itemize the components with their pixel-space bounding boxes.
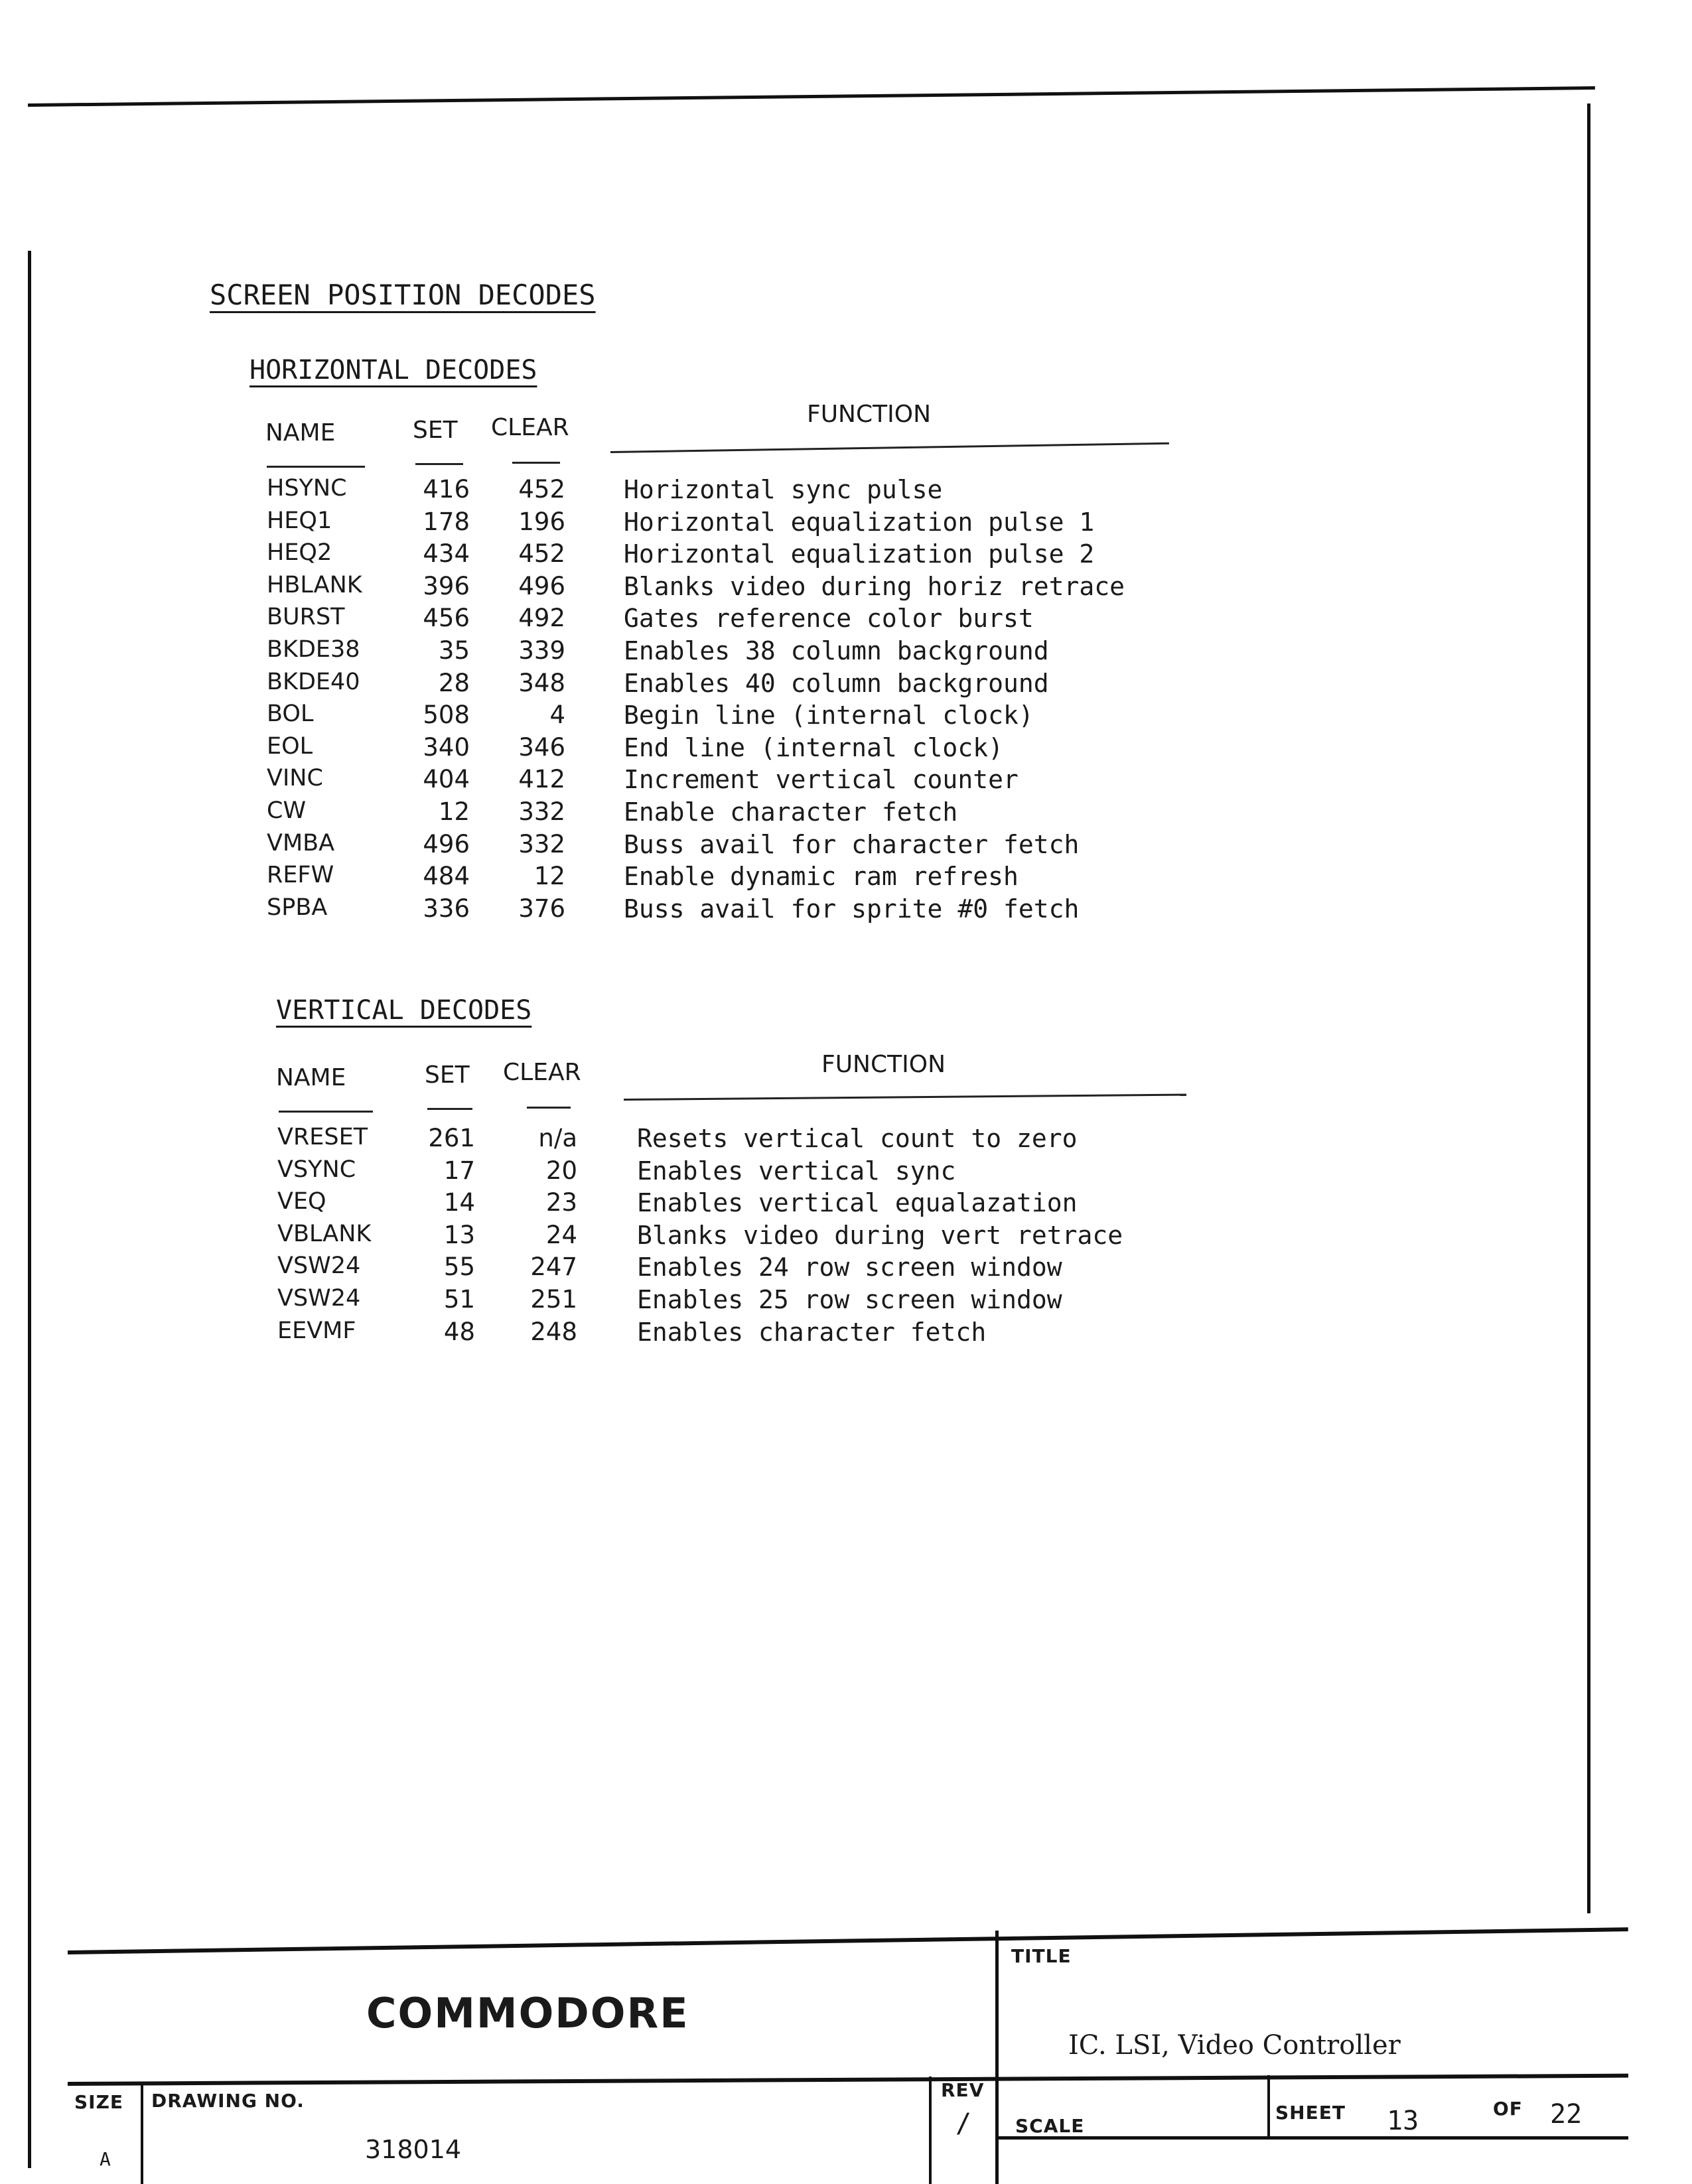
table-row xyxy=(0,862,1327,894)
decode-name: VSW24 xyxy=(277,1285,361,1312)
v-col-clear: CLEAR xyxy=(503,1059,581,1086)
section-title: SCREEN POSITION DECODES xyxy=(210,279,596,311)
decode-clear: 23 xyxy=(545,1188,577,1217)
company-logo: COMMODORE xyxy=(366,1989,689,2037)
table-row xyxy=(0,1253,1327,1285)
decode-clear: 196 xyxy=(518,507,565,536)
of-label: OF xyxy=(1493,2098,1523,2120)
v-col-set: SET xyxy=(425,1061,470,1089)
decode-clear: 346 xyxy=(518,732,565,762)
decode-set: 28 xyxy=(438,668,470,697)
sheet-value: 13 xyxy=(1387,2106,1419,2136)
table-row xyxy=(0,1285,1327,1318)
title-block-top-rule xyxy=(68,1927,1628,1954)
decode-function: Buss avail for character fetch xyxy=(624,829,1080,859)
decode-set: 17 xyxy=(443,1156,475,1185)
decode-clear: 4 xyxy=(549,701,565,730)
decode-name: BOL xyxy=(267,701,314,728)
decode-clear: 332 xyxy=(518,797,565,826)
decode-set: 456 xyxy=(423,604,470,633)
decode-set: 35 xyxy=(438,636,470,665)
decode-name: VSYNC xyxy=(277,1156,356,1183)
h-col-function: FUNCTION xyxy=(807,401,931,428)
decode-function: Enable dynamic ram refresh xyxy=(624,862,1019,892)
size-value: A xyxy=(100,2148,111,2170)
h-col-clear: CLEAR xyxy=(491,414,569,441)
h-function-rule xyxy=(610,443,1169,453)
v-col-name: NAME xyxy=(276,1064,346,1091)
decode-set: 508 xyxy=(423,701,470,730)
decode-set: 340 xyxy=(423,732,470,762)
decode-function: Resets vertical count to zero xyxy=(637,1124,1078,1153)
of-value: 22 xyxy=(1550,2099,1583,2130)
decode-name: HBLANK xyxy=(267,571,362,598)
decode-function: Enables character fetch xyxy=(637,1317,987,1347)
decode-function: Enables 24 row screen window xyxy=(637,1253,1062,1282)
decode-function: Blanks video during horiz retrace xyxy=(624,571,1125,601)
decode-set: 261 xyxy=(428,1124,475,1152)
decode-clear: 20 xyxy=(545,1156,577,1185)
decode-clear: 412 xyxy=(518,765,565,794)
table-row xyxy=(0,1124,1327,1156)
table-row xyxy=(0,830,1327,862)
decode-name: BKDE38 xyxy=(267,636,360,663)
decode-function: Gates reference color burst xyxy=(624,604,1034,634)
decode-set: 336 xyxy=(423,894,470,923)
decode-clear: 492 xyxy=(518,604,565,633)
decode-set: 416 xyxy=(423,475,470,504)
decode-name: VINC xyxy=(267,765,323,792)
table-row xyxy=(0,508,1327,540)
decode-function: Horizontal equalization pulse 2 xyxy=(624,539,1095,569)
v-clear-rule xyxy=(527,1107,571,1109)
decode-set: 178 xyxy=(423,507,470,536)
v-function-rule xyxy=(624,1094,1186,1101)
decode-name: VBLANK xyxy=(277,1220,372,1247)
scale-label: SCALE xyxy=(1015,2115,1085,2137)
sheet-border-right xyxy=(1587,103,1590,1913)
h-col-set: SET xyxy=(413,417,458,444)
decode-clear: 339 xyxy=(518,636,565,665)
sheet-border-top xyxy=(28,86,1595,107)
decode-clear: 12 xyxy=(533,862,565,891)
decode-function: Enables vertical sync xyxy=(637,1156,956,1186)
decode-function: Enables vertical equalazation xyxy=(637,1188,1078,1218)
decode-clear: n/a xyxy=(538,1124,577,1152)
decode-name: HSYNC xyxy=(267,475,347,502)
table-row xyxy=(0,701,1327,733)
table-row xyxy=(0,1221,1327,1253)
h-clear-rule xyxy=(512,462,560,464)
size-label: SIZE xyxy=(74,2091,124,2113)
decode-function: Enable character fetch xyxy=(624,797,958,827)
table-row xyxy=(0,894,1327,927)
vertical-heading: VERTICAL DECODES xyxy=(276,995,532,1026)
decode-name: VEQ xyxy=(277,1188,326,1215)
rev-divider-left xyxy=(929,2077,932,2184)
h-set-rule xyxy=(415,463,463,465)
table-row xyxy=(0,636,1327,669)
table-row xyxy=(0,1156,1327,1189)
decode-clear: 452 xyxy=(518,475,565,504)
v-name-rule xyxy=(279,1111,373,1113)
table-row xyxy=(0,539,1327,572)
decode-name: EOL xyxy=(267,732,313,760)
drawing-no-label: DRAWING NO. xyxy=(151,2090,305,2112)
title-block-mid-divider xyxy=(995,1931,999,2184)
table-row xyxy=(0,669,1327,701)
decode-function: Increment vertical counter xyxy=(624,765,1019,795)
decode-clear: 332 xyxy=(518,829,565,858)
table-row xyxy=(0,604,1327,636)
drawing-no-value: 318014 xyxy=(365,2135,462,2164)
decode-name: SPBA xyxy=(267,894,328,921)
decode-function: Begin line (internal clock) xyxy=(624,701,1034,730)
decode-function: Horizontal sync pulse xyxy=(624,475,943,504)
title-block-lower-rule xyxy=(68,2074,1628,2086)
decode-set: 404 xyxy=(423,765,470,794)
h-col-name: NAME xyxy=(265,419,336,446)
table-row xyxy=(0,1188,1327,1221)
decode-function: Horizontal equalization pulse 1 xyxy=(624,507,1095,537)
v-set-rule xyxy=(427,1108,472,1110)
decode-clear: 348 xyxy=(518,668,565,697)
decode-set: 14 xyxy=(443,1188,475,1217)
decode-clear: 251 xyxy=(530,1285,577,1314)
decode-set: 55 xyxy=(443,1253,475,1282)
decode-set: 484 xyxy=(423,862,470,891)
decode-clear: 248 xyxy=(530,1317,577,1346)
decode-function: Enables 38 column background xyxy=(624,636,1049,665)
decode-set: 396 xyxy=(423,571,470,600)
decode-name: VRESET xyxy=(277,1124,368,1150)
decode-name: CW xyxy=(267,797,307,824)
decode-name: BURST xyxy=(267,604,345,631)
decode-clear: 376 xyxy=(518,894,565,923)
decode-function: End line (internal clock) xyxy=(624,732,1003,762)
decode-clear: 496 xyxy=(518,571,565,600)
title-label: TITLE xyxy=(1011,1945,1072,1967)
rev-value: / xyxy=(955,2108,972,2139)
decode-function: Enables 40 column background xyxy=(624,668,1049,698)
decode-clear: 24 xyxy=(545,1220,577,1249)
size-divider xyxy=(141,2084,143,2184)
sheet-label: SHEET xyxy=(1275,2102,1346,2124)
decode-function: Enables 25 row screen window xyxy=(637,1285,1062,1314)
table-row xyxy=(0,733,1327,766)
title-value: IC. LSI, Video Controller xyxy=(1068,2030,1401,2061)
decode-set: 48 xyxy=(443,1317,475,1346)
decode-name: VSW24 xyxy=(277,1253,361,1280)
sheet-divider xyxy=(1267,2075,1270,2139)
horizontal-heading: HORIZONTAL DECODES xyxy=(249,355,537,385)
decode-set: 434 xyxy=(423,539,470,569)
table-row xyxy=(0,797,1327,830)
decode-set: 496 xyxy=(423,829,470,858)
table-row xyxy=(0,765,1327,797)
decode-function: Buss avail for sprite #0 fetch xyxy=(624,894,1080,923)
decode-function: Blanks video during vert retrace xyxy=(637,1220,1123,1250)
decode-name: VMBA xyxy=(267,829,335,856)
decode-name: HEQ1 xyxy=(267,507,332,534)
decode-name: BKDE40 xyxy=(267,668,360,695)
decode-set: 13 xyxy=(443,1220,475,1249)
decode-name: HEQ2 xyxy=(267,539,332,567)
table-row xyxy=(0,572,1327,604)
h-name-rule xyxy=(267,466,365,468)
decode-set: 51 xyxy=(443,1285,475,1314)
rev-label: REV xyxy=(941,2079,985,2101)
decode-set: 12 xyxy=(438,797,470,826)
title-block-bottom-rule xyxy=(995,2136,1628,2140)
table-row xyxy=(0,1318,1327,1350)
decode-clear: 452 xyxy=(518,539,565,569)
decode-clear: 247 xyxy=(530,1253,577,1282)
decode-name: REFW xyxy=(267,862,334,889)
table-row xyxy=(0,475,1327,508)
decode-name: EEVMF xyxy=(277,1317,356,1344)
v-col-function: FUNCTION xyxy=(821,1051,946,1078)
